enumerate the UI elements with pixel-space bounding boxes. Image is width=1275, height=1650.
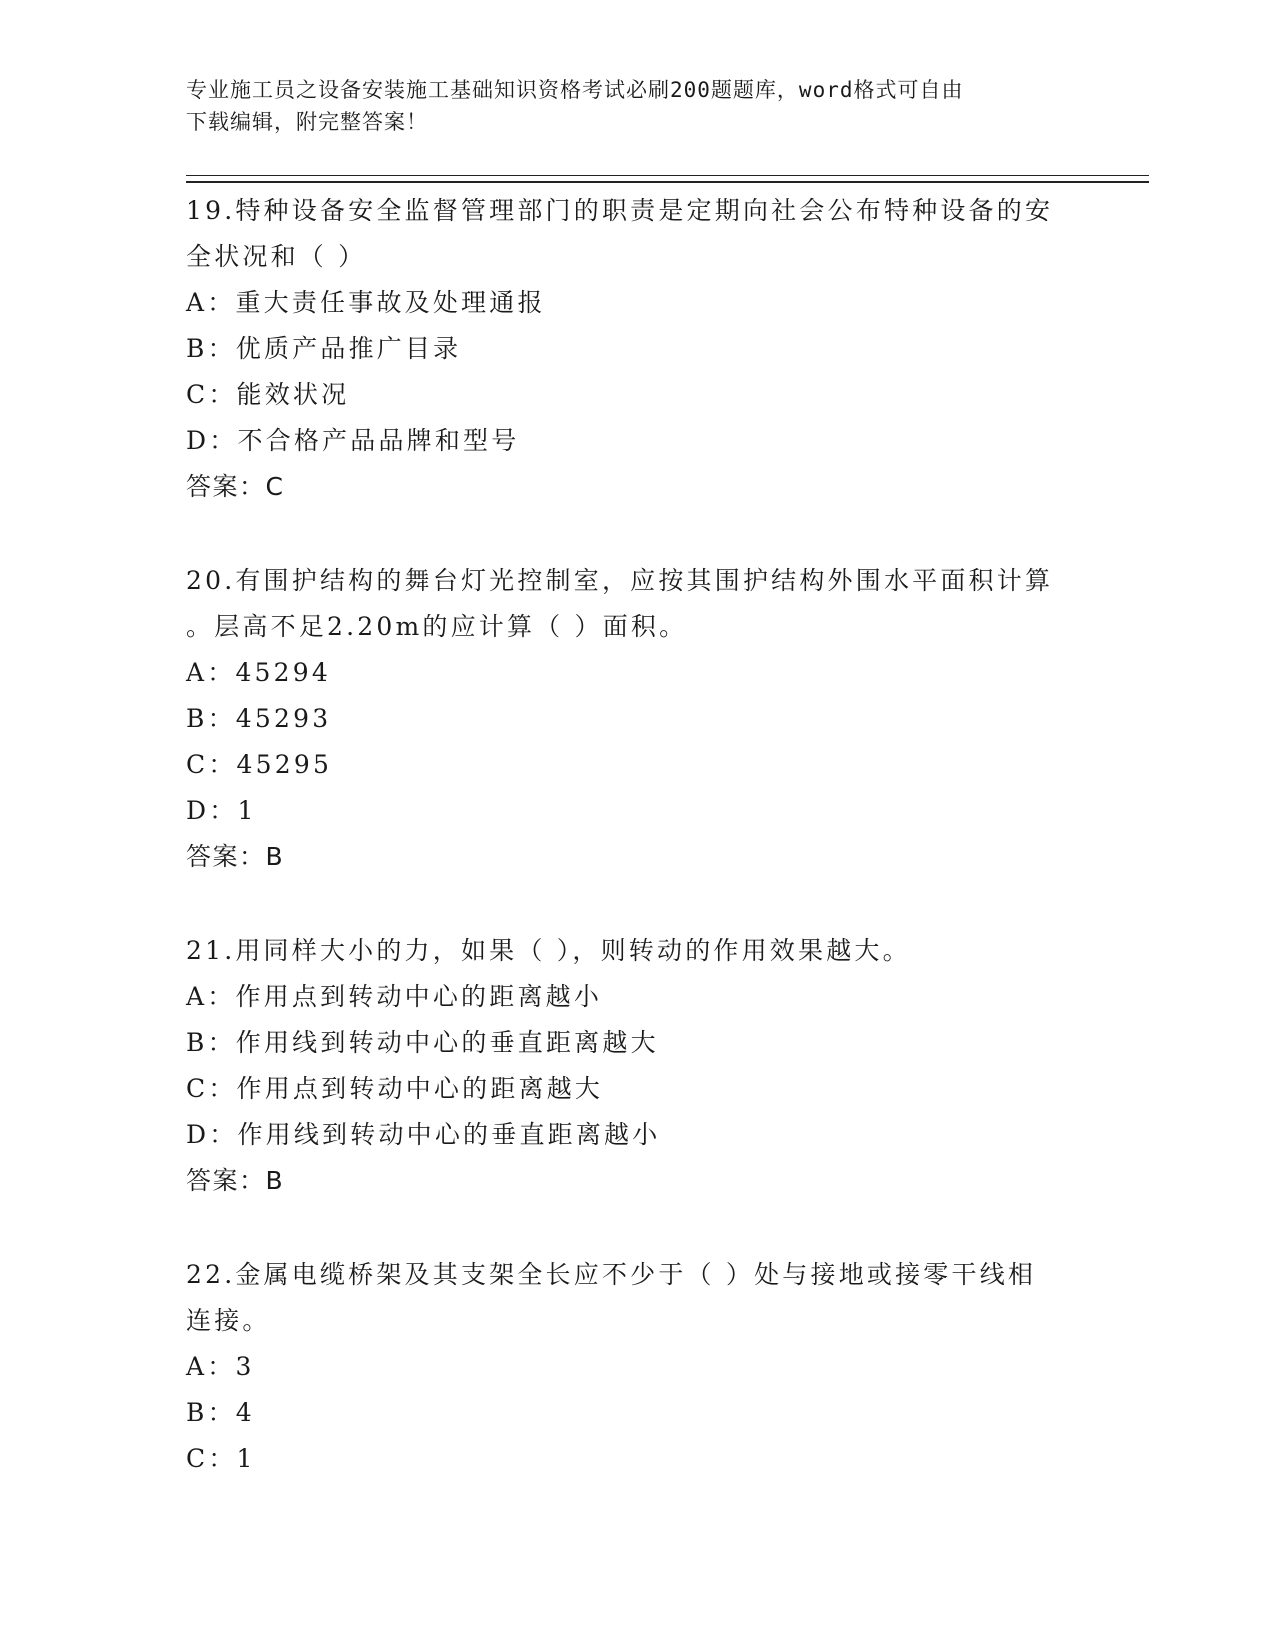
option-c: C：作用点到转动中心的距离越大 (186, 1074, 604, 1103)
option-a: A：作用点到转动中心的距离越小 (186, 982, 603, 1011)
option-a: A：45294 (186, 658, 331, 687)
header-line-1: 专业施工员之设备安装施工基础知识资格考试必刷200题题库，word格式可自由 (186, 78, 964, 102)
question-spacer (186, 510, 1116, 558)
question-text-line: 连接。 (186, 1306, 271, 1335)
option-c: C：1 (186, 1444, 256, 1473)
document-header (186, 74, 1086, 138)
header-divider-thin (186, 175, 1149, 176)
question-text-line: 21.用同样大小的力，如果（ ），则转动的作用效果越大。 (186, 936, 911, 965)
option-b: B：作用线到转动中心的垂直距离越大 (186, 1028, 659, 1057)
option-b: B：45293 (186, 704, 332, 733)
option-d: D：作用线到转动中心的垂直距离越小 (186, 1120, 661, 1149)
question-list (186, 188, 1116, 1482)
question-text-line: 22.金属电缆桥架及其支架全长应不少于（ ）处与接地或接零干线相 (186, 1260, 1037, 1289)
question-text-line: 19.特种设备安全监督管理部门的职责是定期向社会公布特种设备的安 (186, 196, 1054, 225)
question-21 (186, 928, 1116, 1204)
header-divider-thick (186, 181, 1149, 183)
option-c: C：能效状况 (186, 380, 350, 409)
question-19 (186, 188, 1116, 510)
answer-line: 答案：B (186, 842, 285, 871)
option-d: D：不合格产品品牌和型号 (186, 426, 520, 455)
question-text-line: 20.有围护结构的舞台灯光控制室，应按其围护结构外围水平面积计算 (186, 566, 1054, 595)
answer-line: 答案：B (186, 1166, 285, 1195)
option-a: A：重大责任事故及处理通报 (186, 288, 546, 317)
question-text-line: 。层高不足2.20m的应计算（ ）面积。 (186, 612, 688, 641)
question-20 (186, 558, 1116, 880)
option-b: B：4 (186, 1398, 255, 1427)
answer-line: 答案：C (186, 472, 285, 501)
option-c: C：45295 (186, 750, 333, 779)
question-22 (186, 1252, 1116, 1482)
question-spacer (186, 880, 1116, 928)
option-d: D：1 (186, 796, 257, 825)
header-line-2: 下载编辑，附完整答案！ (186, 110, 428, 134)
question-text-line: 全状况和（ ） (186, 242, 367, 271)
question-spacer (186, 1204, 1116, 1252)
option-b: B：优质产品推广目录 (186, 334, 462, 363)
option-a: A：3 (186, 1352, 255, 1381)
